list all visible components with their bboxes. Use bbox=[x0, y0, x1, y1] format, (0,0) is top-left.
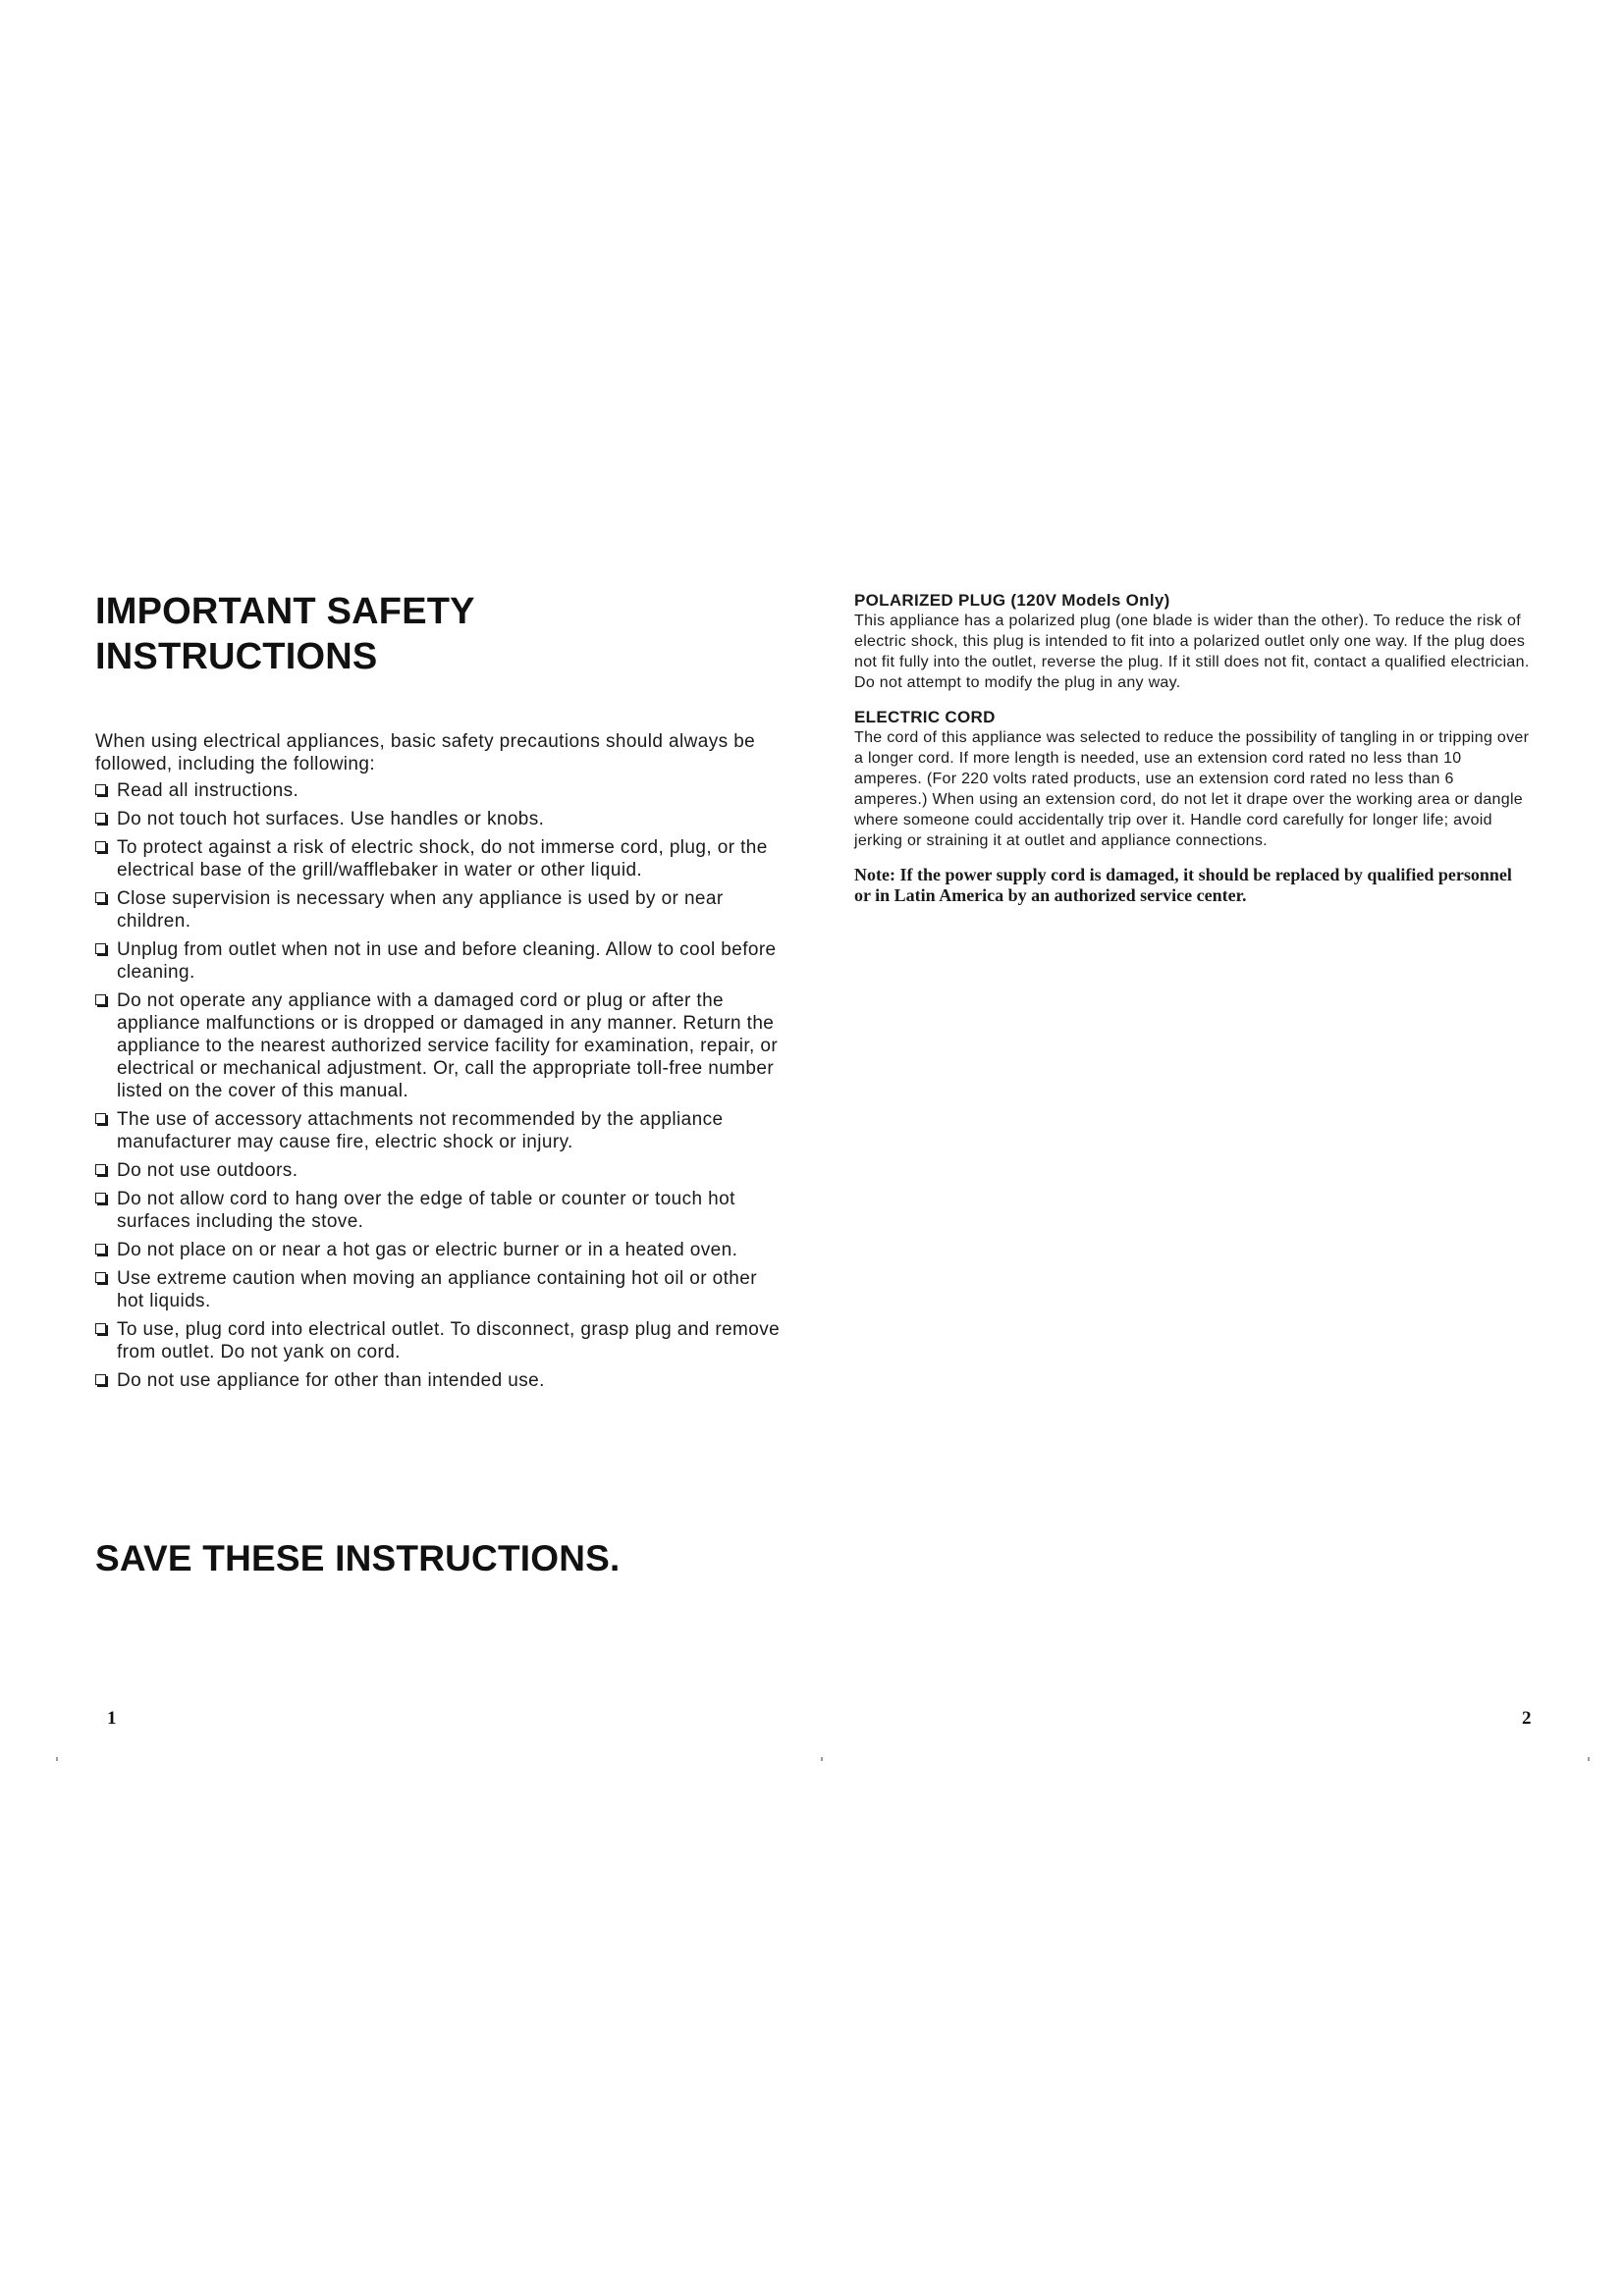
list-item bbox=[95, 887, 783, 933]
safety-intro: When using electrical appliances, basic safety precautions should always be followed, including the following: bbox=[95, 731, 756, 774]
checkbox-icon bbox=[95, 1113, 106, 1124]
checkbox-icon bbox=[95, 1164, 106, 1175]
list-item-text: To protect against a risk of electric shock, do not immerse cord, plug, or the electrical base of the grill/wafflebaker in water or other liquid. bbox=[117, 837, 768, 881]
list-item bbox=[95, 1369, 783, 1392]
list-item-text: Close supervision is necessary when any appliance is used by or near children. bbox=[117, 888, 724, 932]
checkbox-icon bbox=[95, 841, 106, 852]
list-item bbox=[95, 989, 783, 1102]
electric-cord-body: The cord of this appliance was selected to reduce the possibility of tangling in or tripping over a longer cord. If more length is needed, use an extension cord rated no less than 10 amperes. (For 220 volts rated products, use an extension cord rated no less than 6 amperes.) When using an extension cord, do not let it drape over the working area or dangle where someone could accidentally trip over it. Handle cord carefully for longer life; avoid jerking or straining it at outlet and appliance connections. bbox=[854, 729, 1530, 849]
power-cord-note: Note: If the power supply cord is damaged, it should be replaced by qualified personnel or in Latin America by an authorized service center. bbox=[854, 865, 1512, 905]
page-number-left: 1 bbox=[107, 1708, 117, 1729]
crop-mark bbox=[1588, 1757, 1590, 1761]
list-item bbox=[95, 1267, 783, 1312]
list-item-text: Do not use appliance for other than intended use. bbox=[117, 1370, 545, 1391]
safety-list bbox=[95, 779, 783, 1392]
safety-title-line2: INSTRUCTIONS bbox=[95, 636, 378, 677]
list-item-text: Do not touch hot surfaces. Use handles or knobs. bbox=[117, 809, 545, 829]
electric-cord-heading: ELECTRIC CORD bbox=[854, 708, 996, 726]
checkbox-icon bbox=[95, 784, 106, 795]
list-item-text: Do not operate any appliance with a damaged cord or plug or after the appliance malfunctions or is dropped or damaged in any manner. Return the appliance to the nearest authorized service facility for examination, repair, or electrical or mechanical adjustment. Or, call the appropriate toll-free number listed on the cover of this manual. bbox=[117, 990, 779, 1101]
right-page bbox=[854, 590, 1532, 906]
list-item bbox=[95, 1239, 783, 1261]
list-item-text: Unplug from outlet when not in use and before cleaning. Allow to cool before cleaning. bbox=[117, 939, 777, 983]
list-item-text: Do not place on or near a hot gas or electric burner or in a heated oven. bbox=[117, 1240, 738, 1260]
list-item-text: Use extreme caution when moving an appliance containing hot oil or other hot liquids. bbox=[117, 1268, 757, 1311]
crop-mark bbox=[821, 1757, 823, 1761]
checkbox-icon bbox=[95, 1272, 106, 1283]
page-number-right: 2 bbox=[1522, 1708, 1532, 1729]
list-item-text: The use of accessory attachments not recommended by the appliance manufacturer may cause fire, electric shock or injury. bbox=[117, 1109, 724, 1152]
save-instructions-title: SAVE THESE INSTRUCTIONS. bbox=[95, 1538, 621, 1578]
checkbox-icon bbox=[95, 943, 106, 954]
safety-title bbox=[95, 589, 783, 679]
left-page bbox=[95, 589, 783, 1398]
list-item bbox=[95, 1188, 783, 1233]
list-item-text: To use, plug cord into electrical outlet. To disconnect, grasp plug and remove from outlet. Do not yank on cord. bbox=[117, 1319, 781, 1362]
checkbox-icon bbox=[95, 1193, 106, 1203]
list-item-text: Read all instructions. bbox=[117, 780, 299, 801]
checkbox-icon bbox=[95, 892, 106, 903]
list-item bbox=[95, 808, 783, 830]
checkbox-icon bbox=[95, 1323, 106, 1334]
checkbox-icon bbox=[95, 1244, 106, 1255]
list-item bbox=[95, 1318, 783, 1363]
list-item bbox=[95, 1159, 783, 1182]
safety-title-line1: IMPORTANT SAFETY bbox=[95, 591, 475, 632]
polarized-plug-heading: POLARIZED PLUG (120V Models Only) bbox=[854, 591, 1170, 610]
list-item bbox=[95, 938, 783, 984]
checkbox-icon bbox=[95, 994, 106, 1005]
checkbox-icon bbox=[95, 813, 106, 824]
list-item-text: Do not use outdoors. bbox=[117, 1160, 298, 1181]
checkbox-icon bbox=[95, 1374, 106, 1385]
list-item bbox=[95, 1108, 783, 1153]
polarized-plug-body: This appliance has a polarized plug (one blade is wider than the other). To reduce the risk of electric shock, this plug is intended to fit into a polarized outlet only one way. If the plug does not fit fully into the outlet, reverse the plug. If it still does not fit, contact a qualified electrician. Do not attempt to modify the plug in any way. bbox=[854, 613, 1530, 691]
list-item bbox=[95, 836, 783, 881]
list-item-text: Do not allow cord to hang over the edge of table or counter or touch hot surfaces including the stove. bbox=[117, 1189, 735, 1232]
list-item bbox=[95, 779, 783, 802]
crop-mark bbox=[56, 1757, 58, 1761]
